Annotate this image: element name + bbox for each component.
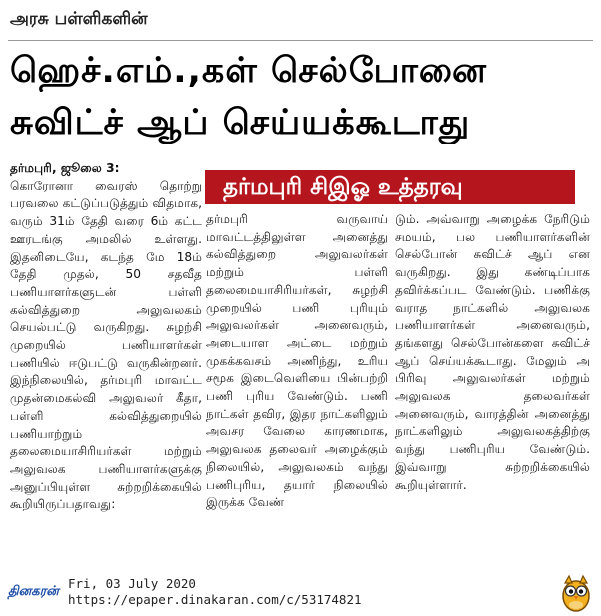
column-1-text: கொரோனா வைரஸ் தொற்று பரவலை கட்டுப்படுத்தும் விதமாக, வரும் 31ம் தேதி வரை 6ம் கட்ட ஊரடங்கு அமலில் உள்ளது. இதனிடையே, கடந்த மே 18ம் தேதி முதல், 50 சதவீத பணியாளர்களுடன் பள்ளி கல்வித்துறை அலுவலகம் செயல்பட்டு வருகிறது. சுழற்சி முறையில் பணியாளர்கள் பணியில் ஈடுபட்டு வருகின்றனர். இந்நிலையில், தர்மபுரி மாவட்ட முதன்மைகல்வி அலுவலர் கீதா, பள்ளி கல்வித்துறையில் பணியாற்றும் தலைமையாசிரியர்கள் மற்றும் அலுவலக பணியாளர்களுக்கு அனுப்பியுள்ள சுற்றறிக்கையில் கூறியிருப்பதாவது: (10, 178, 202, 512)
headline-line-1: ஹெச்.எம்.,கள் செல்போனை (10, 51, 487, 91)
column-3-text: டும். அவ்வாறு அழைக்க நேரிடும் சமயம், பல பணியாளர்களின் செல்போன் சுவிட்ச் ஆப் என வருகிறது. இது கண்டிப்பாக தவிர்க்கப்பட வேண்டும். பணிக்கு வராத நாட்களில் அலுவலக பணியாளர்கள் அனைவரும், தங்களது செல்போன்களை சுவிட்ச் ஆப் செய்யக்கூடாது. மேலும் அ பிரிவு அலுவலர்கள் மற்றும் அலுவலக தலைவர்கள் அனைவரும், வாரத்தின் அனைத்து நாட்களிலும் அலுவலகத்திற்கு வந்து பணிபுரிய வேண்டும். இவ்வாறு சுற்றறிக்கையில் கூறியுள்ளார். (395, 212, 590, 492)
article-column-3 (395, 211, 590, 565)
footer (0, 572, 601, 614)
subheading-banner: தர்மபுரி சிஇஓ உத்தரவு (205, 170, 575, 204)
owl-mascot-icon (561, 574, 591, 616)
footer-meta (68, 576, 362, 608)
article-column-2 (206, 211, 388, 565)
publication-date: Fri, 03 July 2020 (68, 576, 196, 591)
article-column-1 (10, 160, 202, 565)
dateline: தர்மபுரி, ஜூலை 3: (10, 161, 120, 175)
kicker-rule (8, 40, 593, 41)
epaper-link[interactable]: https://epaper.dinakaran.com/c/53174821 (68, 592, 362, 607)
kicker: அரசு பள்ளிகளின் (10, 9, 148, 29)
column-2-text: தர்மபுரி வருவாய் மாவட்டத்திலுள்ள அனைத்து கல்வித்துறை அலுவலர்கள் மற்றும் பள்ளி தலைமையாசிரியர்கள், சுழற்சி முறையில் பணி புரியும் அலுவலர்கள் அனைவரும், அடையாள அட்டை மற்றும் முகக்கவசம் அணிந்து, உரிய சமூக இடைவெளியை பின்பற்றி பணி புரிய வேண்டும். பணி நாட்கள் தவிர, இதர நாட்களிலும் அவசர வேலை காரணமாக, அலுவலக தலைவர் அழைக்கும் நிலையில், அலுவலகம் வந்து பணிபுரிய, தயார் நிலையில் இருக்க வேண் (206, 212, 388, 510)
headline-line-2: சுவிட்ச் ஆப் செய்யக்கூடாது (10, 103, 471, 143)
newspaper-logo: தினகரன் (8, 584, 59, 599)
